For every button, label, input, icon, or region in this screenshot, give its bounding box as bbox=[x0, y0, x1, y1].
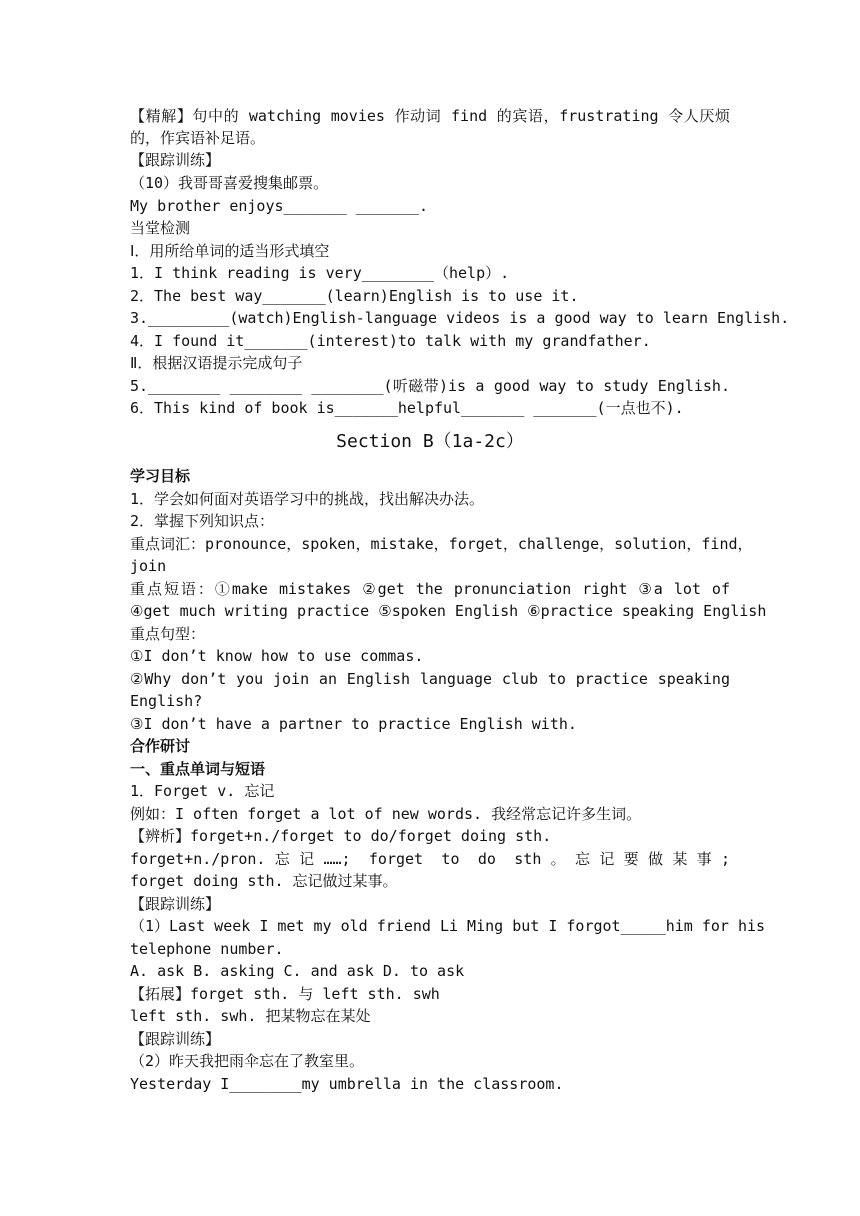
text-line: 1．I think reading is very________（help）. bbox=[130, 264, 510, 282]
text-line: 【跟踪训练】 bbox=[130, 151, 221, 169]
text-line: 5.________ ________ ________(听磁带)is a good way to study English. bbox=[130, 377, 730, 395]
text-line: 【拓展】forget sth. 与 left sth. swh bbox=[130, 985, 440, 1003]
text-line: My brother enjoys_______ _______. bbox=[130, 197, 429, 215]
text-line: 的，作宾语补足语。 bbox=[130, 129, 266, 147]
text-line: 重点词汇：pronounce，spoken，mistake，forget，challenge，solution，find， bbox=[130, 535, 753, 553]
heading: 一、重点单词与短语 bbox=[130, 760, 266, 778]
text-line: 重点句型： bbox=[130, 625, 206, 643]
text-line: 1．学会如何面对英语学习中的挑战，找出解决办法。 bbox=[130, 490, 485, 508]
text-line: 【辨析】forget+n./forget to do/forget doing sth. bbox=[130, 827, 552, 845]
text-line: ②Why don’t you join an English language club to practice speaking bbox=[130, 670, 730, 688]
text-line: 2．掌握下列知识点： bbox=[130, 512, 275, 530]
text-line: English? bbox=[130, 692, 203, 710]
text-line: 重点短语：①make mistakes ②get the pronunciation right ③a lot of bbox=[130, 580, 730, 598]
text-line: 【精解】句中的 watching movies 作动词 find 的宾语，frustrating 令人厌烦 bbox=[130, 107, 730, 125]
heading: 合作研讨 bbox=[130, 737, 191, 755]
text-line: 【跟踪训练】 bbox=[130, 1030, 221, 1048]
text-line: 6．This kind of book is_______helpful_______ _______(一点也不). bbox=[130, 399, 684, 417]
text-line: Ⅱ．根据汉语提示完成句子 bbox=[130, 354, 303, 372]
heading: 学习目标 bbox=[130, 467, 191, 485]
text-line: 【跟踪训练】 bbox=[130, 895, 221, 913]
section-title: Section B（1a-2c） bbox=[336, 431, 524, 452]
text-line: 例如：I often forget a lot of new words. 我经常忘记许多生词。 bbox=[130, 805, 642, 823]
text-line: 1．Forget v. 忘记 bbox=[130, 782, 275, 800]
text-line: ④get much writing practice ⑤spoken English ⑥practice speaking English bbox=[130, 602, 767, 620]
text-line: 3._________(watch)English-language videos is a good way to learn English. bbox=[130, 309, 790, 327]
text-line: 4．I found it_______(interest)to talk with my grandfather. bbox=[130, 332, 651, 350]
text-line: （10）我哥哥喜爱搜集邮票。 bbox=[130, 174, 329, 192]
text-line: 2．The best way_______(learn)English is to use it. bbox=[130, 287, 579, 305]
text-line: （2）昨天我把雨伞忘在了教室里。 bbox=[130, 1052, 365, 1070]
text-line: ③I don’t have a partner to practice English with. bbox=[130, 715, 577, 733]
text-line: ①I don’t know how to use commas. bbox=[130, 647, 424, 665]
text-line: forget doing sth. 忘记做过某事。 bbox=[130, 872, 398, 890]
text-line: Ⅰ．用所给单词的适当形式填空 bbox=[130, 242, 330, 260]
text-line: join bbox=[130, 557, 167, 575]
text-line: forget+n./pron.忘记……; forget to do sth。忘记要做某事; bbox=[130, 850, 730, 868]
text-line: telephone number. bbox=[130, 940, 284, 958]
text-line: 当堂检测 bbox=[130, 219, 191, 237]
text-line: left sth. swh. 把某物忘在某处 bbox=[130, 1007, 371, 1025]
text-line: Yesterday I________my umbrella in the classroom. bbox=[130, 1075, 564, 1093]
text-line: （1）Last week I met my old friend Li Ming but I forgot_____him for his bbox=[130, 917, 766, 935]
text-line: A. ask B. asking C. and ask D. to ask bbox=[130, 962, 465, 980]
